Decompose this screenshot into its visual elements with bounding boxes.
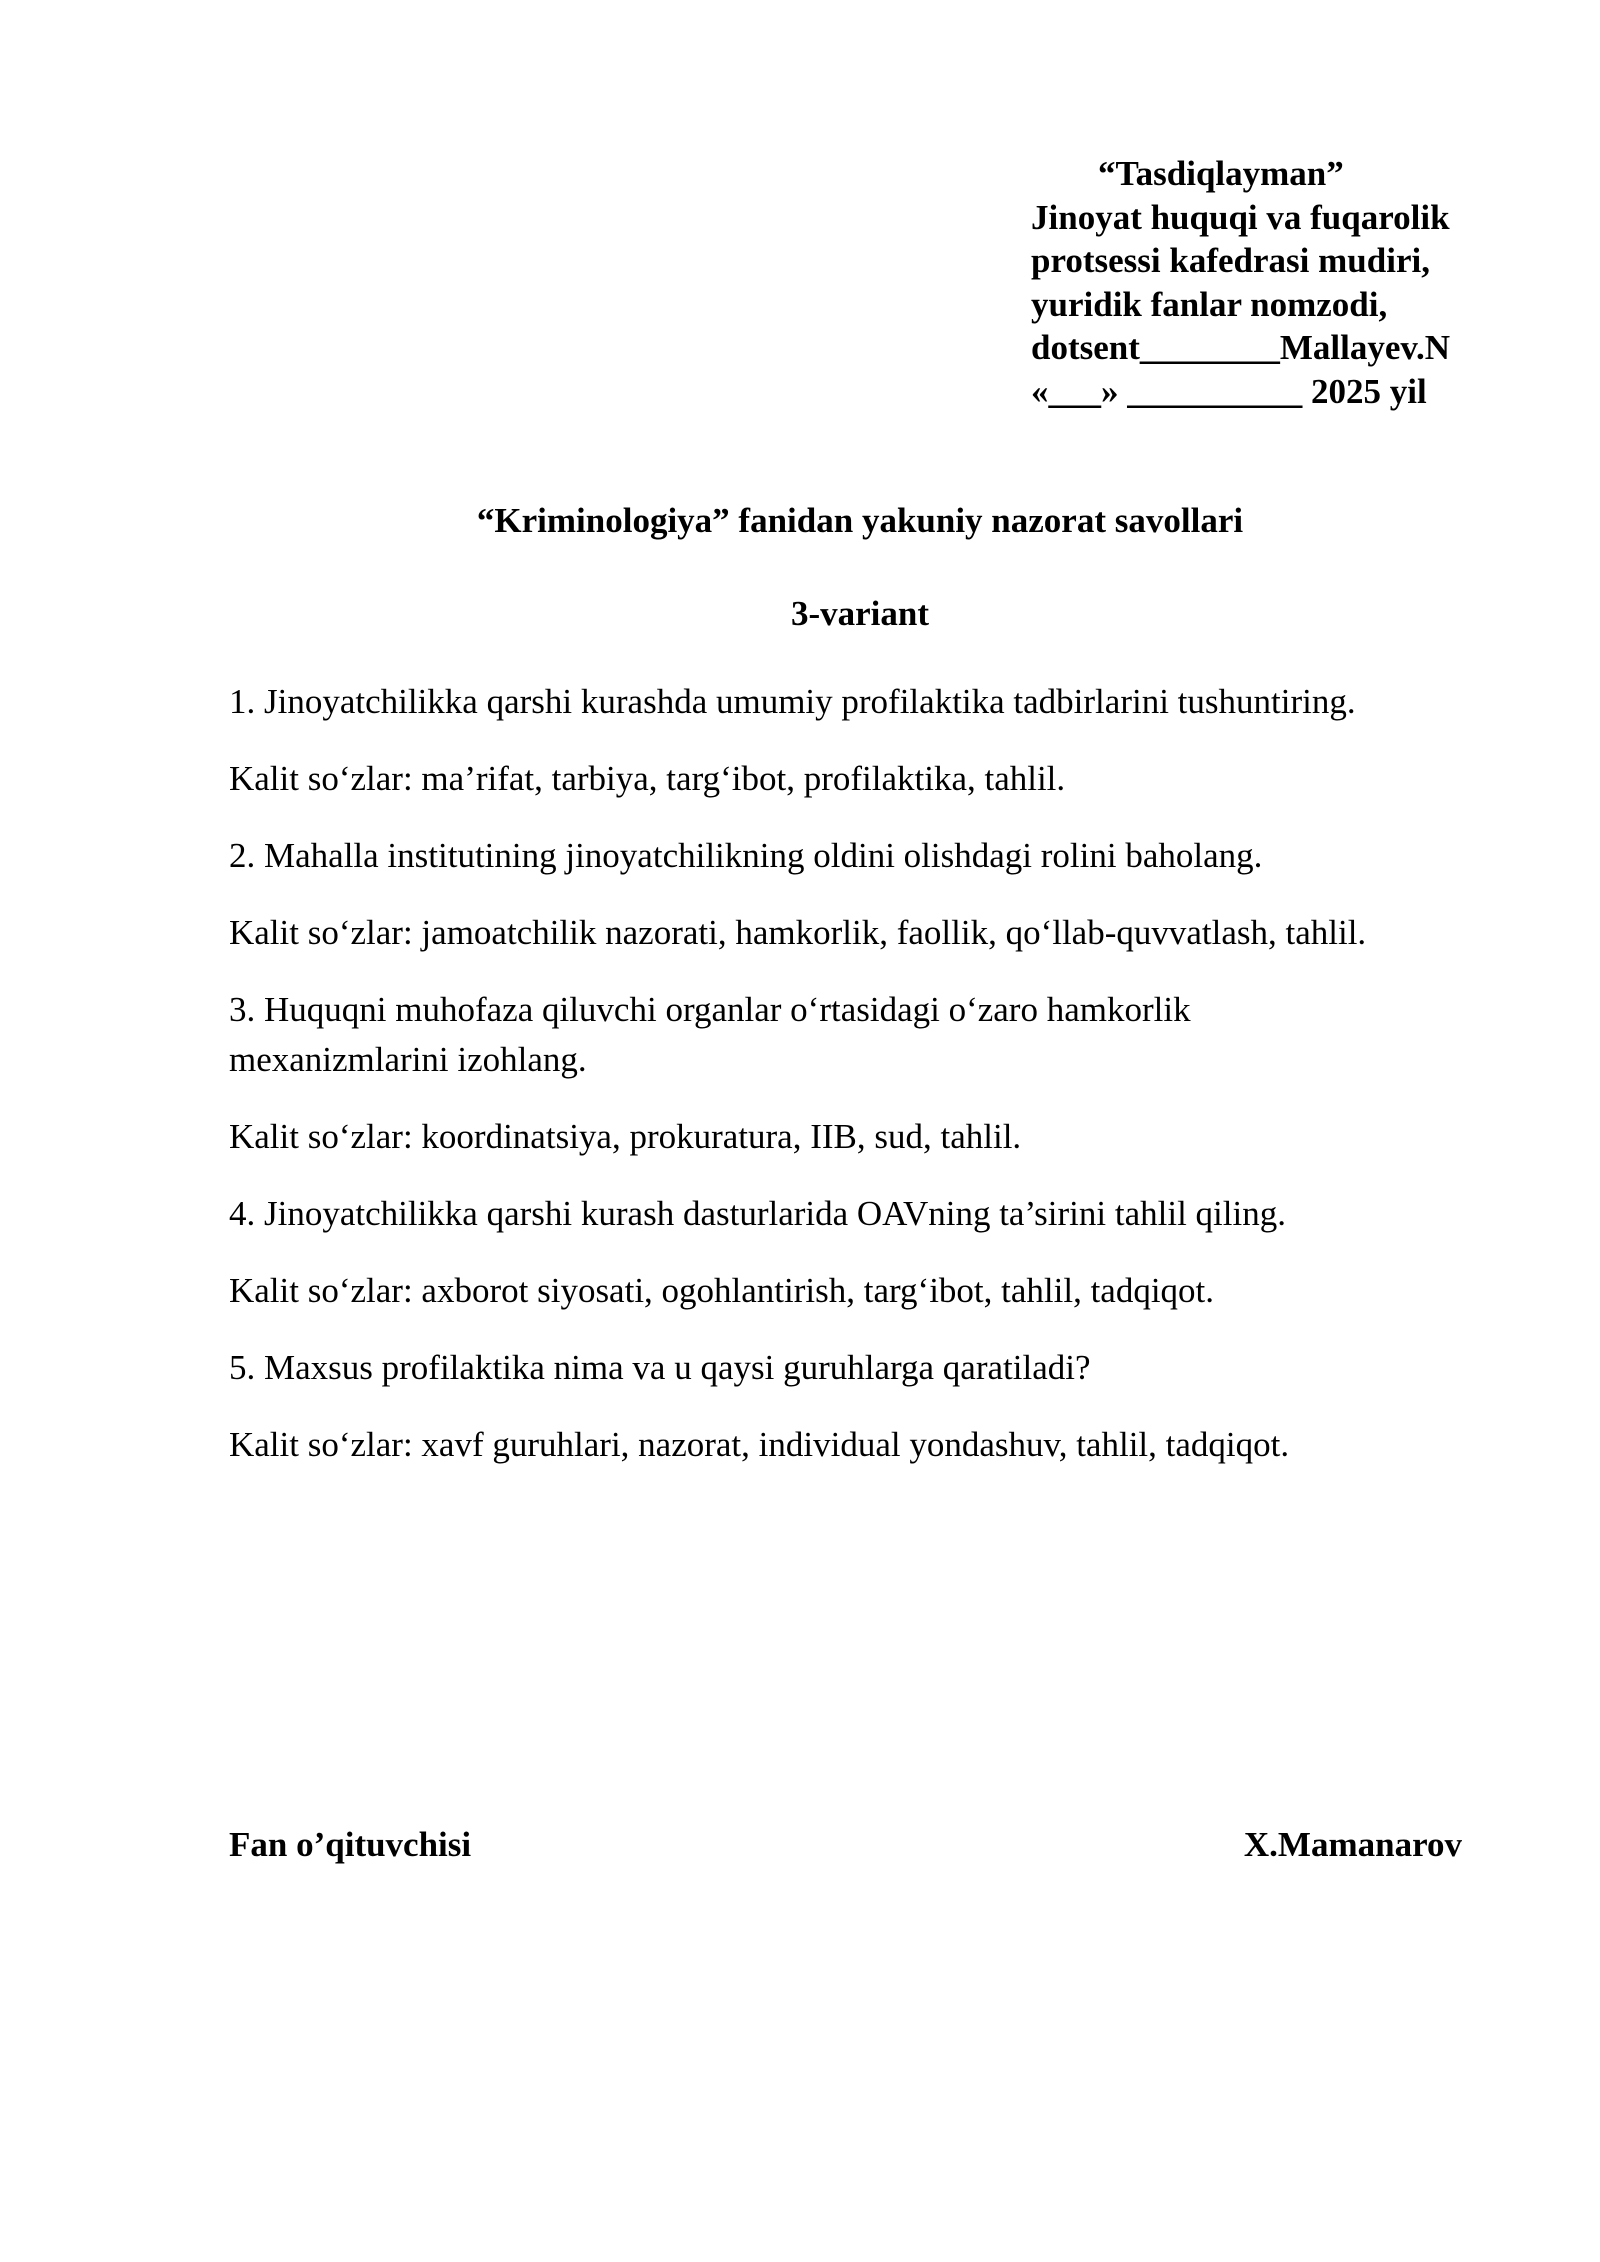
question-1: 1. Jinoyatchilikka qarshi kurashda umumiy profilaktika tadbirlarini tushuntiring. xyxy=(229,682,1356,721)
approval-date: «___» __________ 2025 yil xyxy=(1031,371,1427,411)
approval-signatory: dotsent________Mallayev.N xyxy=(1031,328,1451,367)
approval-block xyxy=(1031,152,1551,413)
keywords-3: Kalit so‘zlar: koordinatsiya, prokuratura, IIB, sud, tahlil. xyxy=(229,1117,1022,1156)
approval-heading: “Tasdiqlayman” xyxy=(1098,154,1344,193)
questions-list xyxy=(229,677,1529,1497)
question-2: 2. Mahalla institutining jinoyatchilikning oldini olishdagi rolini baholang. xyxy=(229,836,1263,875)
question-5: 5. Maxsus profilaktika nima va u qaysi guruhlarga qaratiladi? xyxy=(229,1348,1091,1387)
teacher-name: X.Mamanarov xyxy=(1243,1825,1462,1864)
signature-row xyxy=(229,1823,1462,1867)
document-title: “Kriminologiya” fanidan yakuniy nazorat savollari xyxy=(476,501,1244,540)
keywords-2: Kalit so‘zlar: jamoatchilik nazorati, hamkorlik, faollik, qo‘llab-quvvatlash, tahlil. xyxy=(229,913,1367,952)
keywords-5: Kalit so‘zlar: xavf guruhlari, nazorat, individual yondashuv, tahlil, tadqiqot. xyxy=(229,1425,1290,1464)
keywords-1: Kalit so‘zlar: ma’rifat, tarbiya, targ‘ibot, profilaktika, tahlil. xyxy=(229,759,1066,798)
question-4: 4. Jinoyatchilikka qarshi kurash dasturlarida OAVning ta’sirini tahlil qiling. xyxy=(229,1194,1286,1233)
variant-label: 3-variant xyxy=(790,594,930,633)
approval-department: Jinoyat huquqi va fuqarolik xyxy=(1031,197,1450,237)
approval-degree: yuridik fanlar nomzodi, xyxy=(1031,284,1388,324)
question-3: 3. Huquqni muhofaza qiluvchi organlar o‘rtasidagi o‘zaro hamkorlik mexanizmlarini izohlang. xyxy=(229,990,1191,1079)
approval-department-cont: protsessi kafedrasi mudiri, xyxy=(1031,241,1430,280)
teacher-label: Fan o’qituvchisi xyxy=(229,1825,472,1864)
keywords-4: Kalit so‘zlar: axborot siyosati, ogohlantirish, targ‘ibot, tahlil, tadqiqot. xyxy=(229,1271,1215,1310)
